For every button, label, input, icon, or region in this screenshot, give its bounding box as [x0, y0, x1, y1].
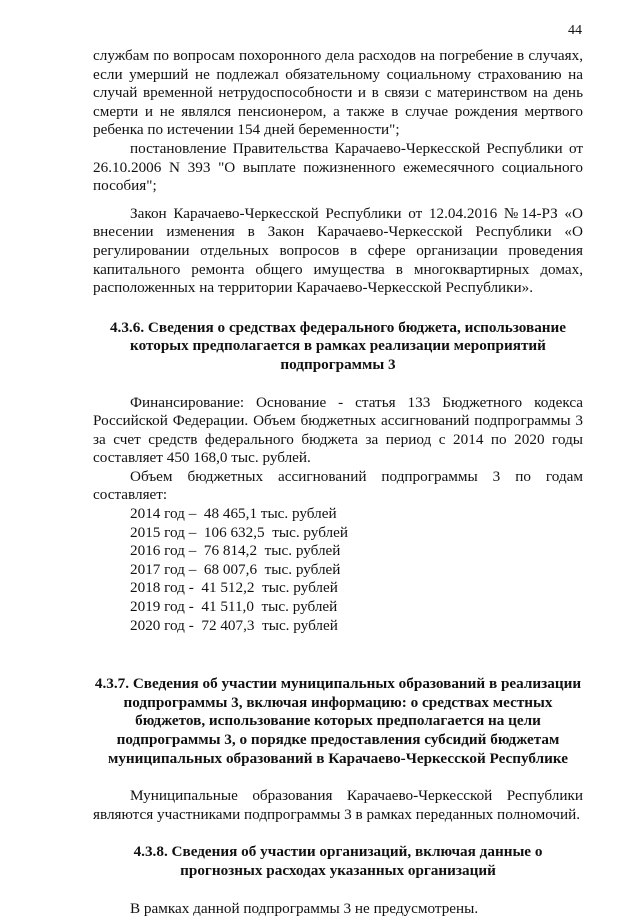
year-allocation-list: [130, 505, 583, 635]
law-paragraph: Закон Карачаево-Черкесской Республики от 12.04.2016 №14-РЗ «О внесении изменения в Закон Карачаево-Черкесской Республики «О регулировании отдельных вопросов в сфере организации проведения капитального ремонта общего имущества в многоквартирных домах, расположенных на территории Карачаево-Черкесской Республики».: [93, 204, 583, 297]
year-allocation-item: 2014 год – 48 465,1 тыс. рублей: [130, 505, 337, 523]
document-body: [93, 47, 583, 918]
section-438-heading: 4.3.8. Сведения об участии организаций, включая данные о прогнозных расходах указанных организаций: [133, 843, 543, 879]
section-438-text: В рамках данной подпрограммы 3 не предусмотрены.: [130, 899, 479, 917]
year-allocation-item: 2019 год - 41 511,0 тыс. рублей: [130, 598, 338, 616]
page-number: 44: [568, 23, 582, 38]
year-allocation-item: 2020 год - 72 407,3 тыс. рублей: [130, 616, 338, 634]
year-allocation-item: 2015 год – 106 632,5 тыс. рублей: [130, 523, 348, 541]
financing-paragraph: Финансирование: Основание - статья 133 Бюджетного кодекса Российской Федерации. Объем бюджетных ассигнований подпрограммы 3 за счет средств федерального бюджета за период с 2014 по 2020 годы составляет 450 168,0 тыс. рублей.: [93, 393, 583, 467]
by-year-paragraph: Объем бюджетных ассигнований подпрограммы 3 по годам составляет:: [93, 467, 583, 504]
year-allocation-item: 2016 год – 76 814,2 тыс. рублей: [130, 542, 341, 560]
section-436-heading: 4.3.6. Сведения о средствах федерального бюджета, использование которых предполагается в рамках реализации мероприятий подпрограммы 3: [109, 318, 567, 373]
decree-paragraph: постановление Правительства Карачаево-Черкесской Республики от 26.10.2006 N 393 "О выплате пожизненного ежемесячного социального пособия";: [93, 139, 583, 195]
continuation-paragraph: службам по вопросам похоронного дела расходов на погребение в случаях, если умерший не подлежал обязательному социальному страхованию на случай временной нетрудоспособности и в связи с материнством на день смерти и не являлся пенсионером, а также в случае рождения мертвого ребенка по истечении 154 дней беременности";: [93, 47, 583, 139]
section-437-text: Муниципальные образования Карачаево-Черкесской Республики являются участниками подпрограммы 3 в рамках переданных полномочий.: [93, 787, 583, 823]
section-437-heading: 4.3.7. Сведения об участии муниципальных образований в реализации подпрограммы 3, включая информацию: о средствах местных бюджетов, использование которых предполагается на цели подпрограммы 3, о порядке предоставления субсидий бюджетам муниципальных образований в Карачаево-Черкесской Республике: [94, 675, 582, 767]
year-allocation-item: 2017 год – 68 007,6 тыс. рублей: [130, 560, 341, 578]
year-allocation-item: 2018 год - 41 512,2 тыс. рублей: [130, 579, 338, 597]
